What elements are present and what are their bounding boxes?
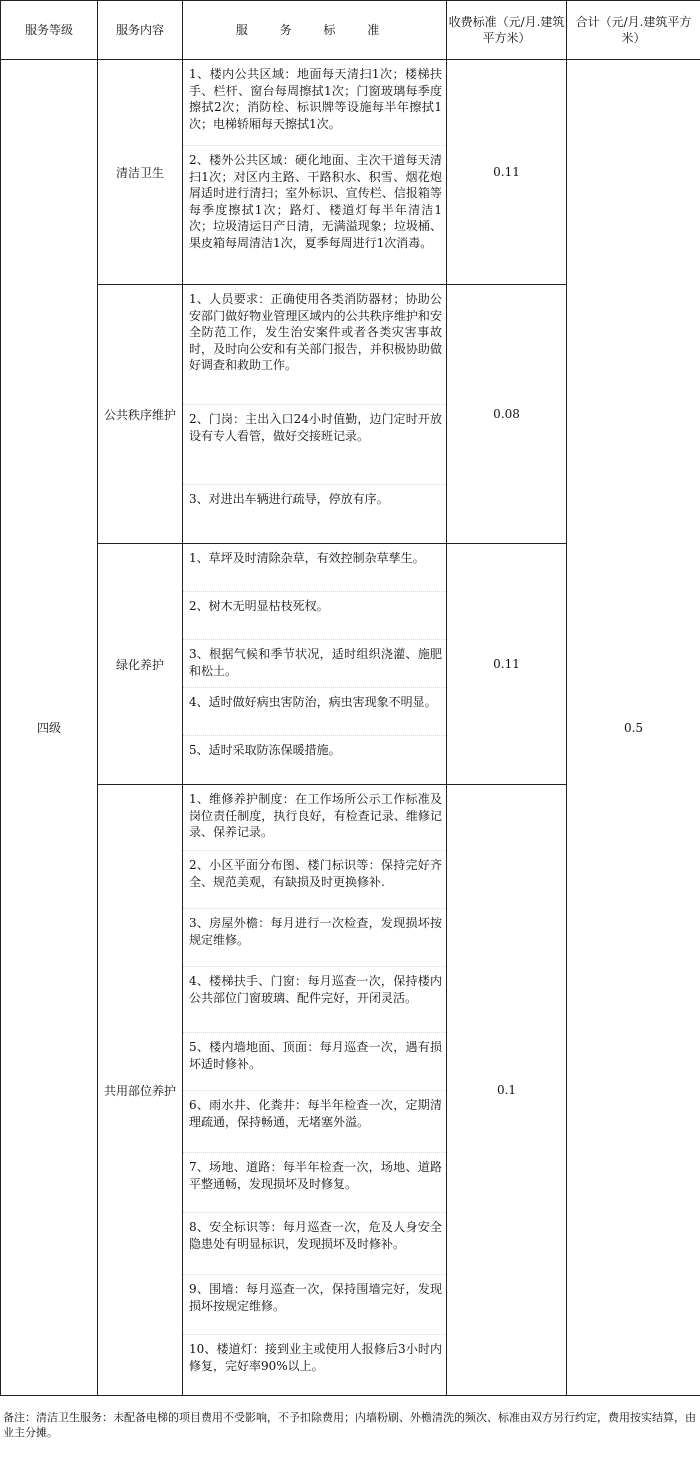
section-name: 绿化养护 [98, 544, 183, 785]
standard-item: 8、安全标识等：每月巡查一次，危及人身安全隐患处有明显标识，发现损坏及时修补。 [183, 1213, 446, 1275]
header-row [1, 1, 700, 60]
standard-item: 3、对进出车辆进行疏导，停放有序。 [189, 492, 389, 506]
standard-item: 1、草坪及时清除杂草，有效控制杂草孳生。 [183, 544, 446, 592]
header-total: 合计（元/月.建筑平方米） [567, 1, 700, 60]
fee-cell: 0.11 [447, 60, 567, 285]
grade-cell: 四级 [1, 60, 98, 1396]
section-name: 公共秩序维护 [98, 285, 183, 544]
standard-item: 2、楼外公共区域：硬化地面、主次干道每天清扫1次；对区内主路、干路积水、积雪、烟花炮屑适时进行清扫；室外标识、宣传栏、信报箱等每季度擦拭1次；路灯、楼道灯每半年清洁1次；垃圾清运日产日清，无满溢现象；垃圾桶、果皮箱每周清洁1次，夏季每周进行1次消毒。 [189, 153, 442, 250]
fee-cell: 0.1 [447, 785, 567, 1396]
fee-cell: 0.11 [447, 544, 567, 785]
standard-item: 2、门岗：主出入口24小时值勤，边门定时开放设有专人看管，做好交接班记录。 [183, 405, 446, 485]
footnote: 备注：清洁卫生服务：未配备电梯的项目费用不受影响，不予扣除费用；内墙粉刷、外檐清洗的频次、标准由双方另行约定，费用按实结算，由业主分摊。 [3, 1411, 696, 1439]
header-grade: 服务等级 [1, 1, 98, 60]
standard-item: 9、围墙：每月巡查一次，保持围墙完好，发现损坏按规定维修。 [183, 1275, 446, 1335]
standard-item: 2、树木无明显枯枝死杈。 [183, 592, 446, 640]
section-name: 共用部位养护 [98, 785, 183, 1396]
section-name: 清洁卫生 [98, 60, 183, 285]
standard-item: 5、适时采取防冻保暖措施。 [189, 743, 341, 757]
standard-item: 10、楼道灯：接到业主或使用人报修后3小时内修复，完好率90%以上。 [189, 1342, 442, 1373]
standard-item: 7、场地、道路：每半年检查一次，场地、道路平整通畅，发现损坏及时修复。 [183, 1153, 446, 1213]
standard-cell [183, 785, 447, 1396]
total-cell: 0.5 [567, 60, 700, 1396]
standard-item: 4、楼梯扶手、门窗：每月巡查一次，保持楼内公共部位门窗玻璃、配件完好，开闭灵活。 [183, 967, 446, 1033]
standard-cell [183, 60, 447, 285]
standard-item: 5、楼内墙地面、顶面：每月巡查一次，遇有损坏适时修补。 [183, 1033, 446, 1091]
standard-item: 1、人员要求：正确使用各类消防器材；协助公安部门做好物业管理区域内的公共秩序维护和安全防范工作，发生治安案件或者各类灾害事故时，及时向公安和有关部门报告，并积极协助做好调查和救助工作。 [183, 285, 446, 405]
standard-item: 6、雨水井、化粪井：每半年检查一次，定期清理疏通，保持畅通，无堵塞外溢。 [183, 1091, 446, 1153]
standard-cell [183, 285, 447, 544]
standard-item: 3、房屋外檐：每月进行一次检查，发现损坏按规定维修。 [183, 909, 446, 967]
header-standard: 服 务 标 准 [183, 1, 447, 60]
section-row-cleaning [1, 60, 700, 285]
standard-item: 1、维修养护制度：在工作场所公示工作标准及岗位责任制度，执行良好，有检查记录、维修记录、保养记录。 [183, 785, 446, 851]
header-content: 服务内容 [98, 1, 183, 60]
standard-item: 1、楼内公共区域：地面每天清扫1次；楼梯扶手、栏杆、窗台每周擦拭1次；门窗玻璃每季度擦拭2次；消防栓、标识牌等设施每半年擦拭1次；电梯轿厢每天擦拭1次。 [183, 60, 446, 146]
header-fee: 收费标准（元/月.建筑平方米） [447, 1, 567, 60]
fee-cell: 0.08 [447, 285, 567, 544]
standard-item: 3、根据气候和季节状况，适时组织浇灌、施肥和松土。 [183, 640, 446, 688]
standard-item: 4、适时做好病虫害防治，病虫害现象不明显。 [183, 688, 446, 736]
standard-item: 2、小区平面分布图、楼门标识等：保持完好齐全、规范美观，有缺损及时更换修补. [183, 851, 446, 909]
standard-cell [183, 544, 447, 785]
